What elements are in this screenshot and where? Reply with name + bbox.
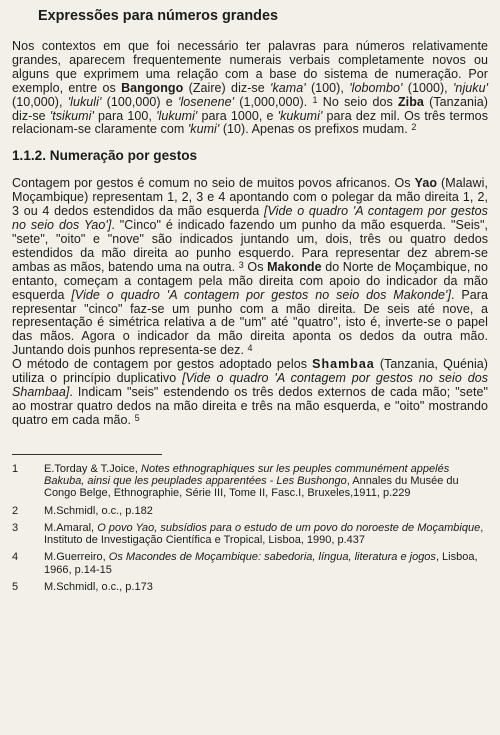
footnote-text: M.Schmidl, o.c., p.173: [44, 581, 153, 594]
footnote-text: E.Torday & T.Joice, Notes ethnographiques sur les peuples communément appelés Bakuba, ainsi que les peuplades apparentées - Les Bushongo, Annales du Musée du Congo Belge, Ethnographie, Série III, Tome II, Fasc.I, Bruxeles,1911, p.229: [44, 462, 459, 500]
term-lukuli: 'lukuli': [67, 94, 102, 109]
large-numbers-section: [12, 40, 488, 137]
footnote-text: M.Guerreiro, Os Macondes de Moçambique: sabedoria, língua, literatura e jogos, Lisboa, 1966, p.14-15: [44, 551, 478, 576]
footnote-ref-1[interactable]: 1: [312, 94, 318, 105]
footnote-number: 4: [12, 551, 19, 564]
term-kumi: 'kumi': [187, 122, 220, 137]
paragraph-gesture-counting: Contagem por gestos é comum no seio de muitos povos africanos. Os Yao (Malawi, Moçambique) representam 1, 2, 3 e 4 apontando com o polegar da mão direita 1, 2, 3 ou 4 dedos estendidos da mão esquerda [Vide o quadro 'A contagem por gestos no seio dos Yao']. "Cinco" é indicado fazendo um punho da mão esquerda. "Seis", "sete", "oito" e "nove" são indicados juntando um, dois, três ou quatro dedos estendidos da mão direita ao punho esquerdo. Para representar dez abrem-se ambas as mãos, batendo uma na outra. $^3$ Os Makonde do Norte de Moçambique, no entanto, começam a contagem pela mão direita com apoio do indicador da mão esquerda [Vide o quadro 'A contagem por gestos no seio dos Makonde']. Para representar "cinco" faz-se um punho com a mão direita. De seis até nove, a representação é simétrica relativa a de "um" até "quatro", isto é, inverte-se o papel das mãos. Agora o indicador da mão direita aponta os dedos da outra mão. Juntando dois punhos representa-se dez. $^4$: [12, 176, 489, 358]
paragraph-large-numbers: Nos contextos em que foi necessário ter palavras para números relativamente grandes, aparecem frequentemente numerais verbais completamente novos ou alguns que exprimem uma relação com a base do sistema de numeração. Por exemplo, entre os Bangongo (Zaire) diz-se 'kama' (100), 'lobombo' (1000), 'njuku' (10,000), 'lukuli' (100,000) e 'losenene' (1,000,000). $^1$ No seio dos Ziba (Tanzania) diz-se 'tsikumi' para 100, 'lukumi' para 1000, e 'kukumi' para dez mil. Os três termos relacionam-se claramente com 'kumi' (10). Apenas os prefixos mudam. $^2$: [12, 39, 489, 137]
footnote-text: M.Amaral, O povo Yao, subsídios para o estudo de um povo do noroeste de Moçambique, Instituto de Investigação Científica e Tropical, Lisboa, 1990, p.437: [44, 521, 484, 547]
term-shambaa: Shambaa: [312, 357, 375, 372]
footnote-2: [12, 505, 488, 517]
footnote-1: [12, 463, 488, 500]
term-losenene: 'losenene': [178, 94, 235, 109]
term-kama: 'kama': [270, 80, 306, 95]
footnote-divider: [12, 454, 162, 455]
term-lukumi: 'lukumi': [156, 108, 198, 123]
subsection-title: 1.1.2. Numeração por gestos: [12, 148, 198, 164]
figure-ref-shambaa[interactable]: [Vide o quadro 'A contagem por gestos no seio dos Shambaa]: [12, 371, 489, 399]
footnote-ref-3[interactable]: 3: [238, 259, 244, 270]
term-tsikumi: 'tsikumi': [49, 108, 94, 123]
figure-ref-yao[interactable]: [Vide o quadro 'A contagem por gestos no seio dos Yao']: [12, 204, 488, 233]
footnote-number: 5: [12, 581, 19, 594]
term-makonde: Makonde: [267, 259, 322, 274]
term-bangongo: Bangongo: [121, 80, 184, 95]
term-yao: Yao: [414, 176, 438, 191]
paragraph-shambaa: O método de contagem por gestos adoptado pelos Shambaa (Tanzania, Quénia) utiliza o princípio duplicativo [Vide o quadro 'A contagem por gestos no seio dos Shambaa]. Indicam "seis" estendendo os três dedos externos de cada mão; "sete" ao mostrar quatro dedos na mão direita e três na mão esquerda, e "oito" mostrando quatro em cada mão. $^5$: [12, 357, 489, 427]
footnote-ref-4[interactable]: 4: [247, 343, 253, 354]
section-title: Expressões para números grandes: [38, 8, 278, 24]
term-ziba: Ziba: [398, 94, 424, 109]
footnote-number: 2: [12, 504, 19, 517]
figure-ref-makonde[interactable]: [Vide o quadro 'A contagem por gestos no seio dos Makonde']: [71, 287, 452, 302]
term-njuku: 'njuku': [453, 80, 489, 95]
footnote-ref-2[interactable]: 2: [411, 122, 417, 133]
footnote-5: [12, 581, 488, 593]
footnote-text: M.Schmidl, o.c., p.182: [44, 504, 153, 517]
footnote-number: 1: [12, 462, 19, 475]
footnote-3: [12, 522, 488, 547]
footnote-4: [12, 551, 488, 576]
footnote-ref-5[interactable]: 5: [134, 412, 140, 423]
footnotes-list: [12, 463, 488, 594]
term-kukumi: 'kukumi': [277, 108, 323, 123]
term-lobombo: 'lobombo': [349, 80, 403, 95]
footnote-number: 3: [12, 521, 19, 534]
